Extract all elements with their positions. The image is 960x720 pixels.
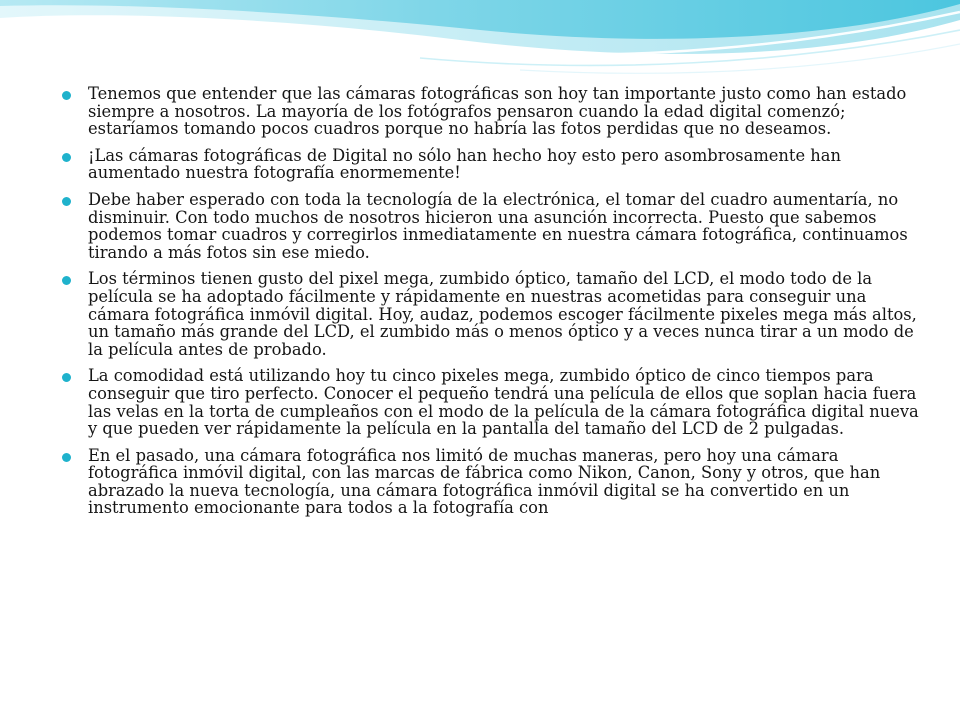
bullet-dot-icon (62, 197, 71, 206)
bullet-list (62, 85, 922, 526)
bullet-text: Los términos tienen gusto del pixel mega, zumbido óptico, tamaño del LCD, el modo todo de la película se ha adoptado fácilmente y rápidamente en nuestras acometidas para conseguir una cámara fotográfica inmóvil digital. Hoy, audaz, podemos escoger fácilmente pixeles mega más altos, un tamaño más grande del LCD, el zumbido más o menos óptico y a veces nunca tirar a un modo de la película antes de probado. (88, 269, 917, 359)
bullet-text: Tenemos que entender que las cámaras fotográficas son hoy tan importante justo como han estado siempre a nosotros. La mayoría de los fotógrafos pensaron cuando la edad digital comenzó; estaríamos tomando pocos cuadros porque no habría las fotos perdidas que no deseamos. (88, 84, 907, 139)
bullet-text: Debe haber esperado con toda la tecnología de la electrónica, el tomar del cuadro aumentaría, no disminuir. Con todo muchos de nosotros hicieron una asunción incorrecta. Puesto que sabemos podemos tomar cuadros y corregirlos inmediatamente en nuestra cámara fotográfica, continuamos tirando a más fotos sin ese miedo. (88, 189, 908, 262)
bullet-dot-icon (62, 153, 71, 162)
header-wave-decoration (0, 0, 960, 90)
bullet-dot-icon (62, 373, 71, 382)
bullet-dot-icon (62, 276, 71, 285)
bullet-item-5 (62, 367, 922, 437)
bullet-item-3 (62, 191, 922, 261)
bullet-dot-icon (62, 453, 71, 462)
bullet-item-1 (62, 85, 922, 138)
bullet-item-6 (62, 447, 922, 517)
bullet-item-4 (62, 270, 922, 358)
bullet-text: En el pasado, una cámara fotográfica nos limitó de muchas maneras, pero hoy una cámara fotográfica inmóvil digital, con las marcas de fábrica como Nikon, Canon, Sony y otros, que han abrazado la nueva tecnología, una cámara fotográfica inmóvil digital se ha convertido en un instrumento emocionante para todos a la fotografía con (88, 445, 881, 518)
bullet-text: ¡Las cámaras fotográficas de Digital no sólo han hecho hoy esto pero asombrosamente han aumentado nuestra fotografía enormemente! (88, 145, 841, 183)
bullet-item-2 (62, 147, 922, 182)
bullet-text: La comodidad está utilizando hoy tu cinco pixeles mega, zumbido óptico de cinco tiempos para conseguir que tiro perfecto. Conocer el pequeño tendrá una película de ellos que soplan hacia fuera las velas en la torta de cumpleaños con el modo de la película de la cámara fotográfica digital nueva y que pueden ver rápidamente la película en la pantalla del tamaño del LCD de 2 pulgadas. (88, 366, 919, 439)
bullet-dot-icon (62, 91, 71, 100)
